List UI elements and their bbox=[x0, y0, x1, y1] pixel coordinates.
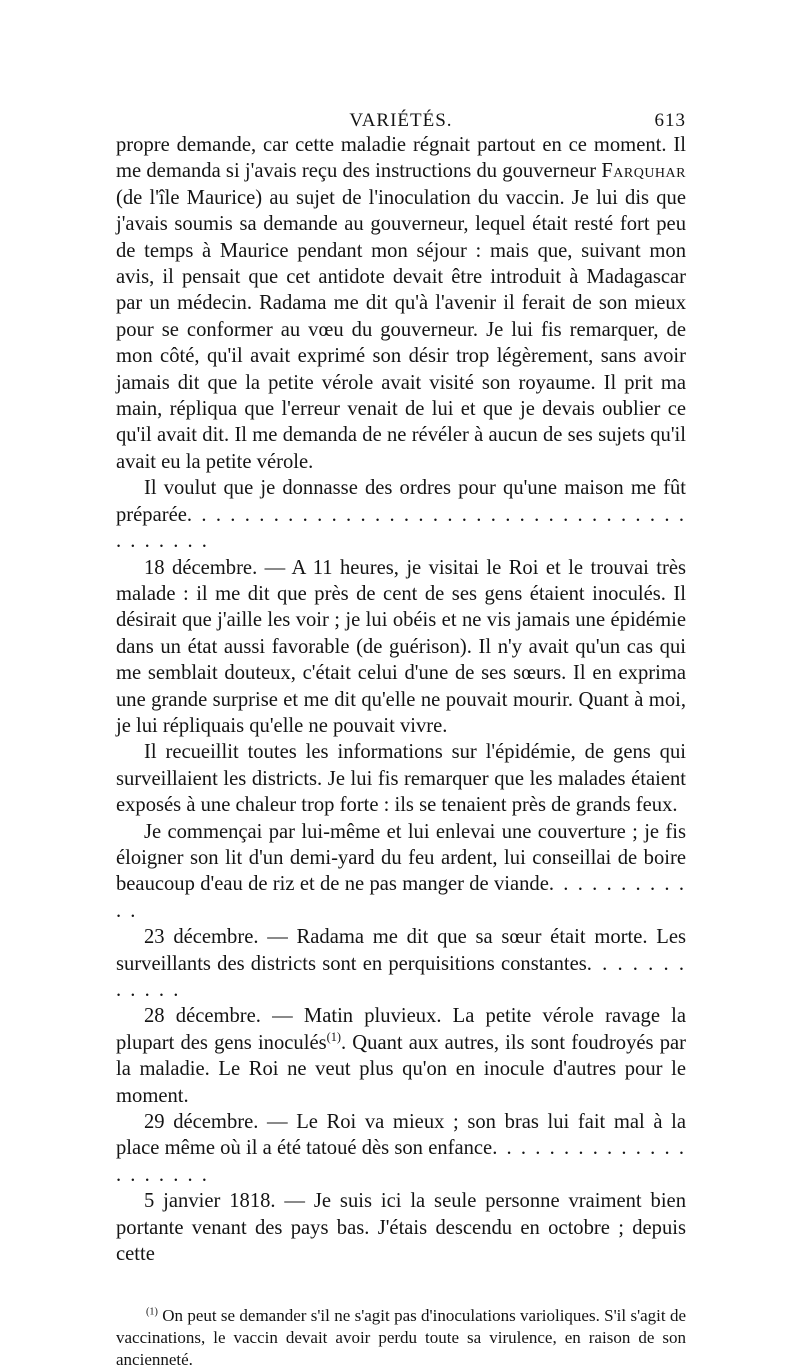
paragraph-text: 28 décembre. — Matin pluvieux. La petite vérole ravage la plupart des gens inoculés bbox=[116, 1005, 686, 1054]
footnote-mark: (1) bbox=[146, 1306, 158, 1318]
dot-leader: . . . . . . . . . . . . bbox=[116, 952, 686, 1001]
paragraph-text: 5 janvier 1818. — Je suis ici la seule personne vraiment bien portante venant des pays bas. J'étais descendu en octobre ; depuis cette bbox=[116, 1190, 686, 1266]
paragraph-9 bbox=[116, 1188, 686, 1267]
dot-leader: . . . . . . . . . . . . . . . . . . . . . bbox=[116, 1137, 686, 1186]
paragraph-text: Il recueillit toutes les informations sur l'épidémie, de gens qui surveillaient les districts. Je lui fis remarquer que les malades étaient exposés à une chaleur trop forte : ils se tenaient près de grands feux. bbox=[116, 741, 686, 817]
paragraph-text: (de l'île Maurice) au sujet de l'inoculation du vaccin. Je lui dis que j'avais soumis sa demande au gouverneur, lequel était resté fort peu de temps à Maurice pendant mon séjour : mais que, suivant mon avis, il pensait que cet antidote devait être introduit à Madagascar par un médecin. Radama me dit qu'à l'avenir il ferait de son mieux pour se conformer au vœu du gouverneur. Je lui fis remarquer, de mon côté, qu'il avait exprimé son désir trop légèrement, sans avoir jamais dit que la petite vérole avait visité son royaume. Il prit ma main, répliqua que l'erreur venait de lui et que je devais oublier ce qu'il avait dit. Il me demanda de ne révéler à aucun de ses sujets qu'il avait eu la petite vérole. bbox=[116, 186, 686, 473]
paragraph-text: 18 décembre. — A 11 heures, je visitai le Roi et le trouvai très malade : il me dit que près de cent de ses gens étaient inoculés. Il désirait que j'aille les voir ; je lui obéis et ne vis jamais une épidémie dans un état aussi favorable (de guérison). Il n'y avait qu'un cas qui me semblait douteux, c'était celui d'une de ses sœurs. Il en exprima une grande surprise et me dit qu'elle ne pouvait mourir. Quant à moi, je lui répliquais qu'elle ne pouvait vivre. bbox=[116, 556, 686, 737]
footnote-reference[interactable]: (1) bbox=[326, 1029, 342, 1044]
body-text bbox=[116, 132, 686, 1267]
page-number: 613 bbox=[654, 110, 686, 131]
paragraph-5 bbox=[116, 819, 686, 925]
paragraph-6 bbox=[116, 924, 686, 1003]
paragraph-1 bbox=[116, 132, 686, 475]
paragraph-text: 29 décembre. — Le Roi va mieux ; son bras lui fait mal à la place même où il a été tatoué dès son enfance bbox=[116, 1111, 686, 1160]
paragraph-3 bbox=[116, 555, 686, 740]
dot-leader: . . . . . . . . . . . . bbox=[116, 873, 686, 922]
paragraph-text: Il voulut que je donnasse des ordres pour qu'une maison me fût préparée bbox=[116, 477, 686, 526]
paragraph-8 bbox=[116, 1109, 686, 1188]
dot-leader: . . . . . . . . . . . . . . . . . . . . . . . . . . . . . . . . . . . . . . . . . . bbox=[116, 503, 686, 553]
footnote bbox=[116, 1305, 686, 1371]
paragraph-text: propre demande, car cette maladie régnait partout en ce moment. Il me demanda si j'avais reçu des instructions du gouverneur bbox=[116, 134, 686, 183]
paragraph-2 bbox=[116, 475, 686, 554]
paragraph-text: Je commençai par lui-même et lui enlevai une couverture ; je fis éloigner son lit d'un demi-yard du feu ardent, lui conseillai de boire beaucoup d'eau de riz et de ne pas manger de viande bbox=[116, 820, 686, 896]
running-head bbox=[116, 92, 686, 132]
paragraph-4 bbox=[116, 739, 686, 818]
governor-name: Farquhar bbox=[601, 160, 686, 183]
footnote-text: On peut se demander s'il ne s'agit pas d'inoculations varioliques. S'il s'agit de vaccinations, le vaccin devait avoir perdu toute sa virulence, en raison de son ancienneté. bbox=[116, 1306, 686, 1370]
running-title: VARIÉTÉS. bbox=[349, 110, 453, 131]
paragraph-7 bbox=[116, 1003, 686, 1109]
paragraph-text: . Quant aux autres, ils sont foudroyés par la maladie. Le Roi ne veut plus qu'on en inocule d'autres pour le moment. bbox=[116, 1031, 686, 1107]
book-page bbox=[116, 92, 686, 1371]
paragraph-text: 23 décembre. — Radama me dit que sa sœur était morte. Les surveillants des districts sont en perquisitions constantes bbox=[116, 926, 686, 975]
